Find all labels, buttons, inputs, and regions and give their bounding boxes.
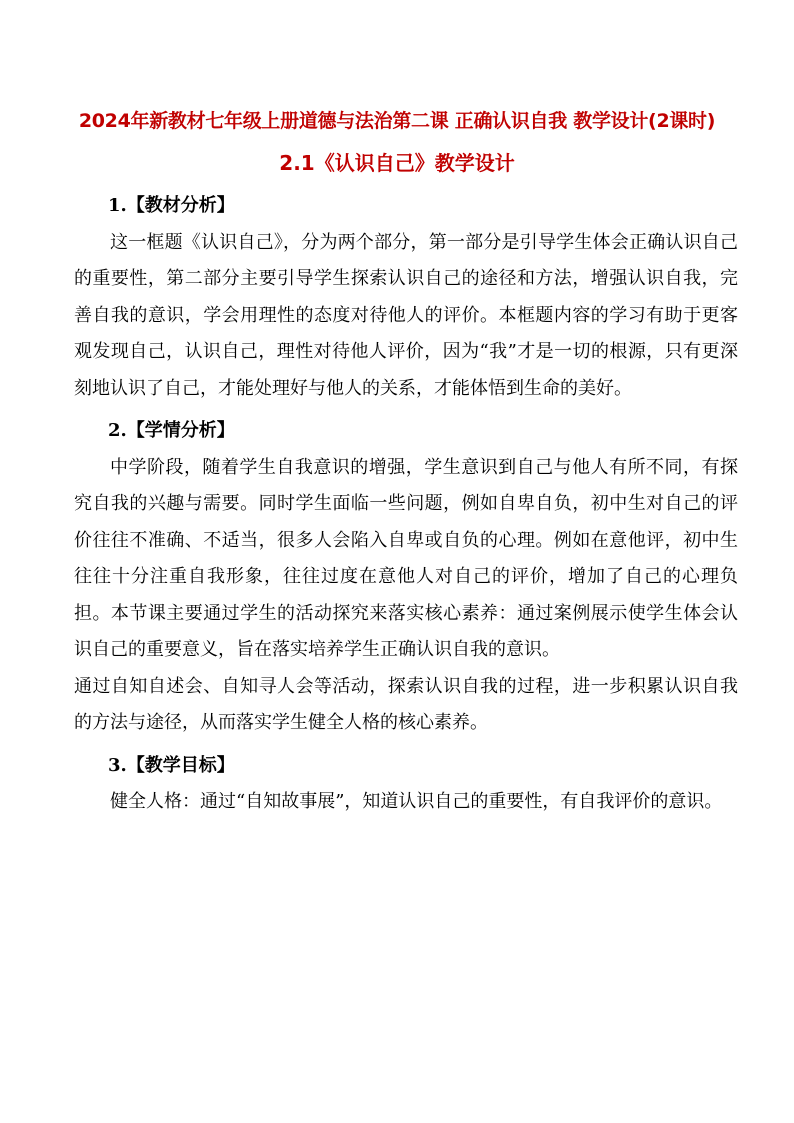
paragraph: 健全人格：通过“自知故事展”，知道认识自己的重要性，有自我评价的意识。 [110, 791, 723, 812]
section-student-analysis [74, 413, 738, 742]
section-heading: 2.【学情分析】 [108, 420, 235, 441]
paragraph: 中学阶段，随着学生自我意识的增强，学生意识到自己与他人有所不同，有探究自我的兴趣与需要。同时学生面临一些问题，例如自卑自负，初中生对自己的评价往往不准确、不适当，很多人会陷入自卑或自负的心理。例如在意他评，初中生往往十分注重自我形象，往往过度在意他人对自己的评价，增加了自己的心理负担。本节课主要通过学生的活动探究来落实核心素养：通过案例展示使学生体会认识自己的重要意义，旨在落实培养学生正确认识自我的意识。 [74, 456, 738, 660]
section-heading: 1.【教材分析】 [108, 195, 235, 216]
section-heading: 3.【教学目标】 [108, 754, 235, 776]
section-teaching-goals [74, 748, 738, 821]
document-body [74, 188, 738, 821]
paragraph: 这一框题《认识自己》，分为两个部分，第一部分是引导学生体会正确认识自己的重要性，第二部分主要引导学生探索认识自己的途径和方法，增强认识自我，完善自我的意识，学会用理性的态度对待他人的评价。本框题内容的学习有助于更客观发现自己，认识自己，理性对待他人评价，因为“我”才是一切的根源，只有更深刻地认识了自己，才能处理好与他人的关系，才能体悟到生命的美好。 [74, 231, 738, 399]
document-subtitle: 2.1《认识自己》教学设计 [279, 151, 515, 175]
section-textbook-analysis [74, 188, 738, 407]
paragraph: 通过自知自述会、自知寻人会等活动，探索认识自我的过程，进一步积累认识自我的方法与途径，从而落实学生健全人格的核心素养。 [74, 675, 738, 733]
document-title: 2024年新教材七年级上册道德与法治第二课 正确认识自我 教学设计(2课时) [78, 110, 716, 132]
